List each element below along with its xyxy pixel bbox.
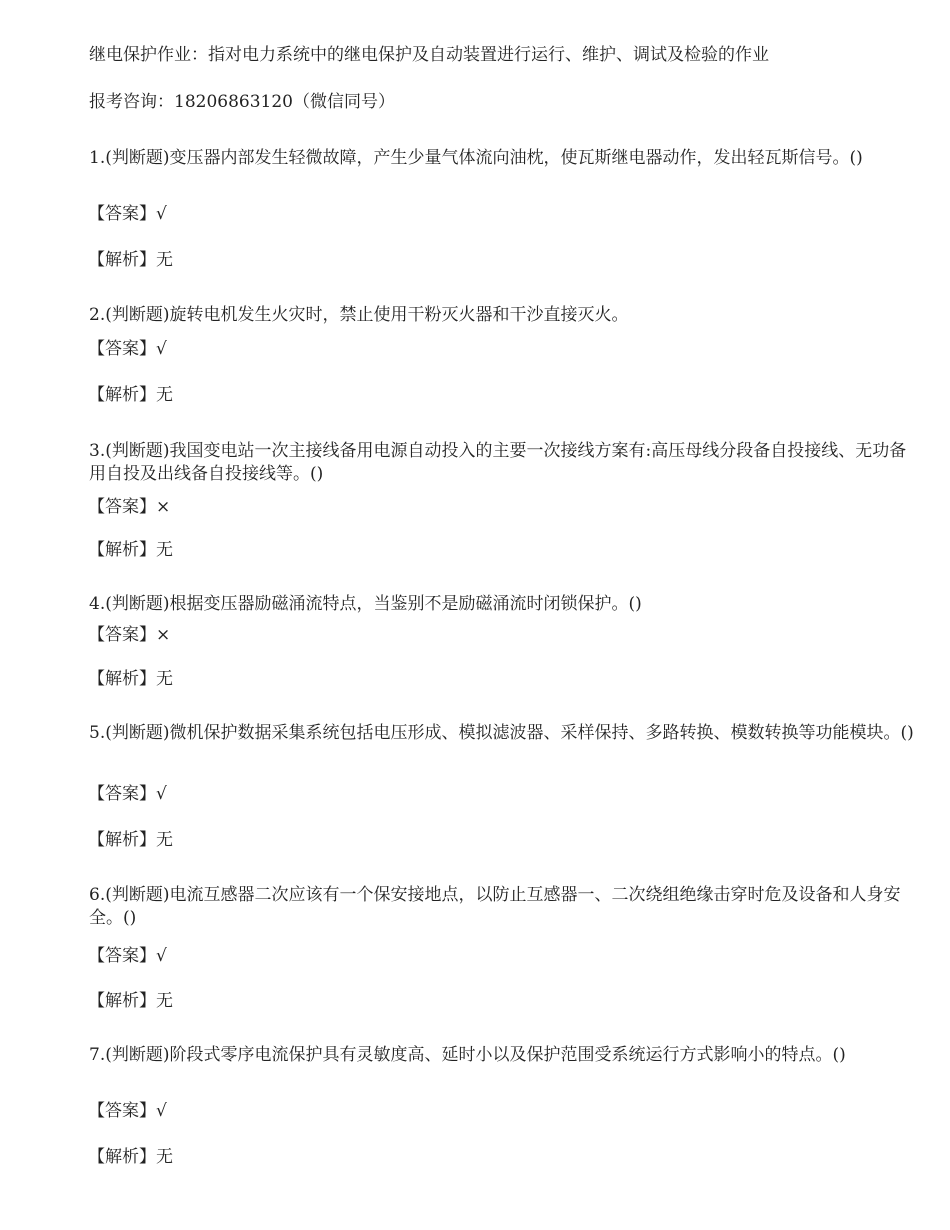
question-4-text: 4.(判断题)根据变压器励磁涌流特点，当鉴别不是励磁涌流时闭锁保护。(): [89, 594, 642, 614]
question-6-analysis: 【解析】无: [88, 991, 173, 1011]
question-6-answer: 【答案】√: [88, 946, 167, 966]
question-6-text: 6.(判断题)电流互感器二次应该有一个保安接地点，以防止互感器一、二次绕组绝缘击穿时危及设备和人身安全。(): [89, 885, 901, 928]
question-1-answer: 【答案】√: [88, 204, 167, 224]
question-5-analysis: 【解析】无: [88, 830, 173, 850]
intro-text: 继电保护作业：指对电力系统中的继电保护及自动装置进行运行、维护、调试及检验的作业: [89, 45, 769, 65]
question-7-analysis: 【解析】无: [88, 1147, 173, 1167]
question-4-answer: 【答案】×: [88, 625, 171, 645]
question-4-analysis: 【解析】无: [88, 669, 173, 689]
question-7-text: 7.(判断题)阶段式零序电流保护具有灵敏度高、延时小以及保护范围受系统运行方式影响小的特点。(): [89, 1045, 846, 1065]
question-2-answer: 【答案】√: [88, 339, 167, 359]
contact-text: 报考咨询：18206863120（微信同号）: [89, 92, 395, 112]
question-2-text: 2.(判断题)旋转电机发生火灾时，禁止使用干粉灭火器和干沙直接灭火。: [89, 305, 629, 325]
question-3-analysis: 【解析】无: [88, 540, 173, 560]
question-5-text: 5.(判断题)微机保护数据采集系统包括电压形成、模拟滤波器、采样保持、多路转换、模数转换等功能模块。(): [89, 723, 914, 743]
question-7-answer: 【答案】√: [88, 1101, 167, 1121]
question-3-text: 3.(判断题)我国变电站一次主接线备用电源自动投入的主要一次接线方案有:高压母线分段备自投接线、无功备用自投及出线备自投接线等。(): [89, 441, 907, 484]
question-2-analysis: 【解析】无: [88, 385, 173, 405]
question-5-answer: 【答案】√: [88, 784, 167, 804]
question-3-answer: 【答案】×: [88, 497, 171, 517]
question-1-text: 1.(判断题)变压器内部发生轻微故障，产生少量气体流向油枕，使瓦斯继电器动作，发出轻瓦斯信号。(): [89, 148, 863, 168]
question-1-analysis: 【解析】无: [88, 250, 173, 270]
